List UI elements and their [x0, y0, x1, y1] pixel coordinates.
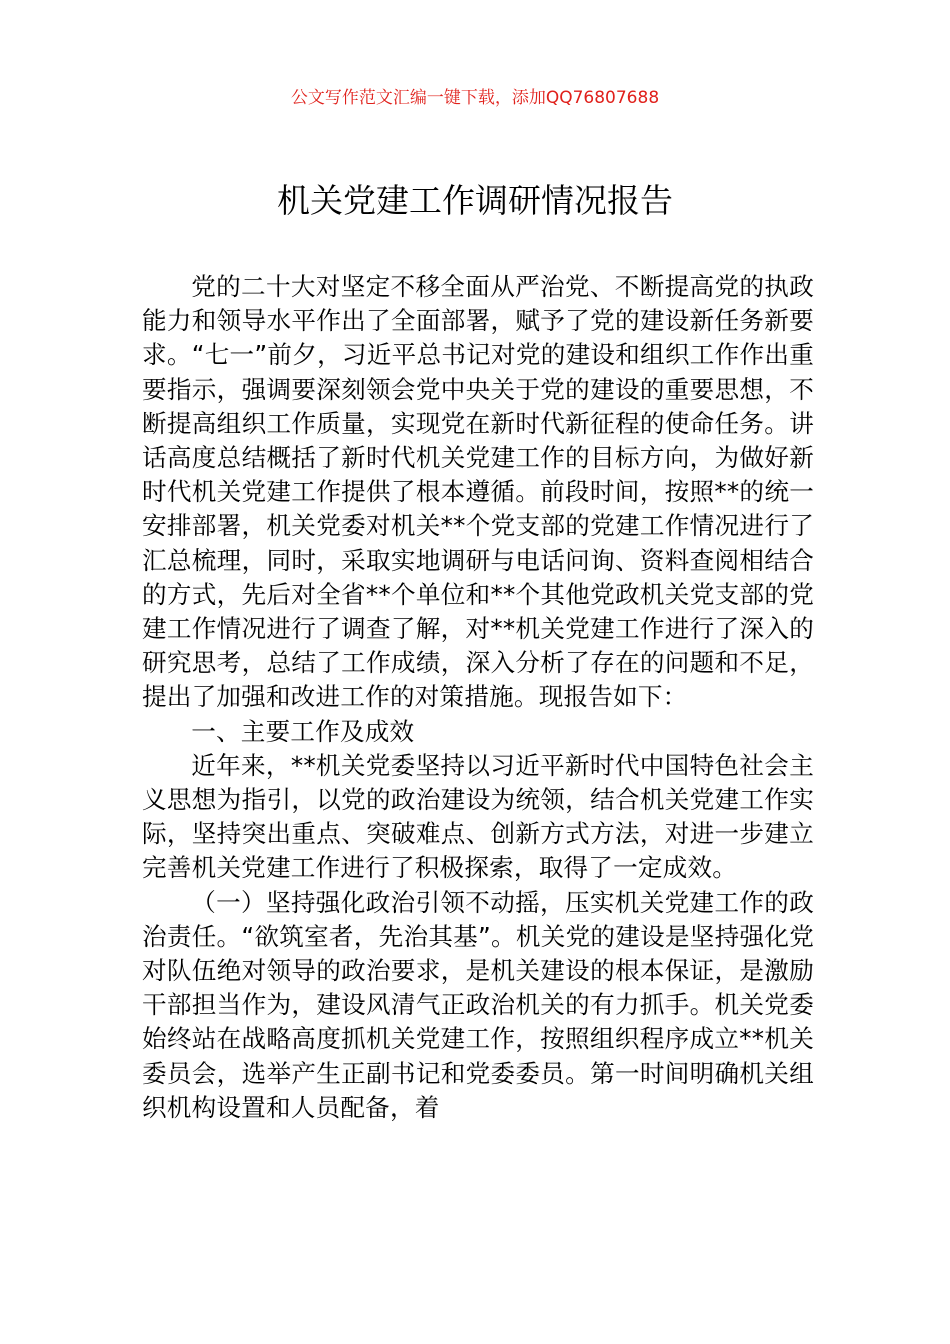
- document-body: [142, 270, 814, 1125]
- section-heading-1: 一、主要工作及成效: [191, 716, 415, 746]
- document-title: 机关党建工作调研情况报告: [277, 181, 673, 220]
- paragraph-section-1: 近年来，**机关党委坚持以习近平新时代中国特色社会主义思想为指引，以党的政治建设为统领，结合机关党建工作实际，坚持突出重点、突破难点、创新方式方法，对进一步建立完善机关党建工作进行了积极探索，取得了一定成效。: [142, 750, 814, 883]
- paragraph-intro: 党的二十大对坚定不移全面从严治党、不断提高党的执政能力和领导水平作出了全面部署，赋予了党的建设新任务新要求。“七一”前夕，习近平总书记对党的建设和组织工作作出重要指示，强调要深刻领会党中央关于党的建设的重要思想，不断提高组织工作质量，实现党在新时代新征程的使命任务。讲话高度总结概括了新时代机关党建工作的目标方向，为做好新时代机关党建工作提供了根本遵循。前段时间，按照**的统一安排部署，机关党委对机关**个党支部的党建工作情况进行了汇总梳理，同时，采取实地调研与电话问询、资料查阅相结合的方式，先后对全省**个单位和**个其他党政机关党支部的党建工作情况进行了调查了解，对**机关党建工作进行了深入的研究思考，总结了工作成绩，深入分析了存在的问题和不足，提出了加强和改进工作的对策措施。现报告如下：: [142, 272, 814, 712]
- paragraph-subsection-1: （一）坚持强化政治引领不动摇，压实机关党建工作的政治责任。“欲筑室者，先治其基”。机关党的建设是坚持强化党对队伍绝对领导的政治要求，是机关建设的根本保证，是激励干部担当作为，建设风清气正政治机关的有力抓手。机关党委始终站在战略高度抓机关党建工作，按照组织程序成立**机关委员会，选举产生正副书记和党委委员。第一时间明确机关组织机构设置和人员配备，着: [142, 887, 814, 1122]
- header-promo-note: 公文写作范文汇编一键下载，添加QQ76807688: [290, 88, 660, 108]
